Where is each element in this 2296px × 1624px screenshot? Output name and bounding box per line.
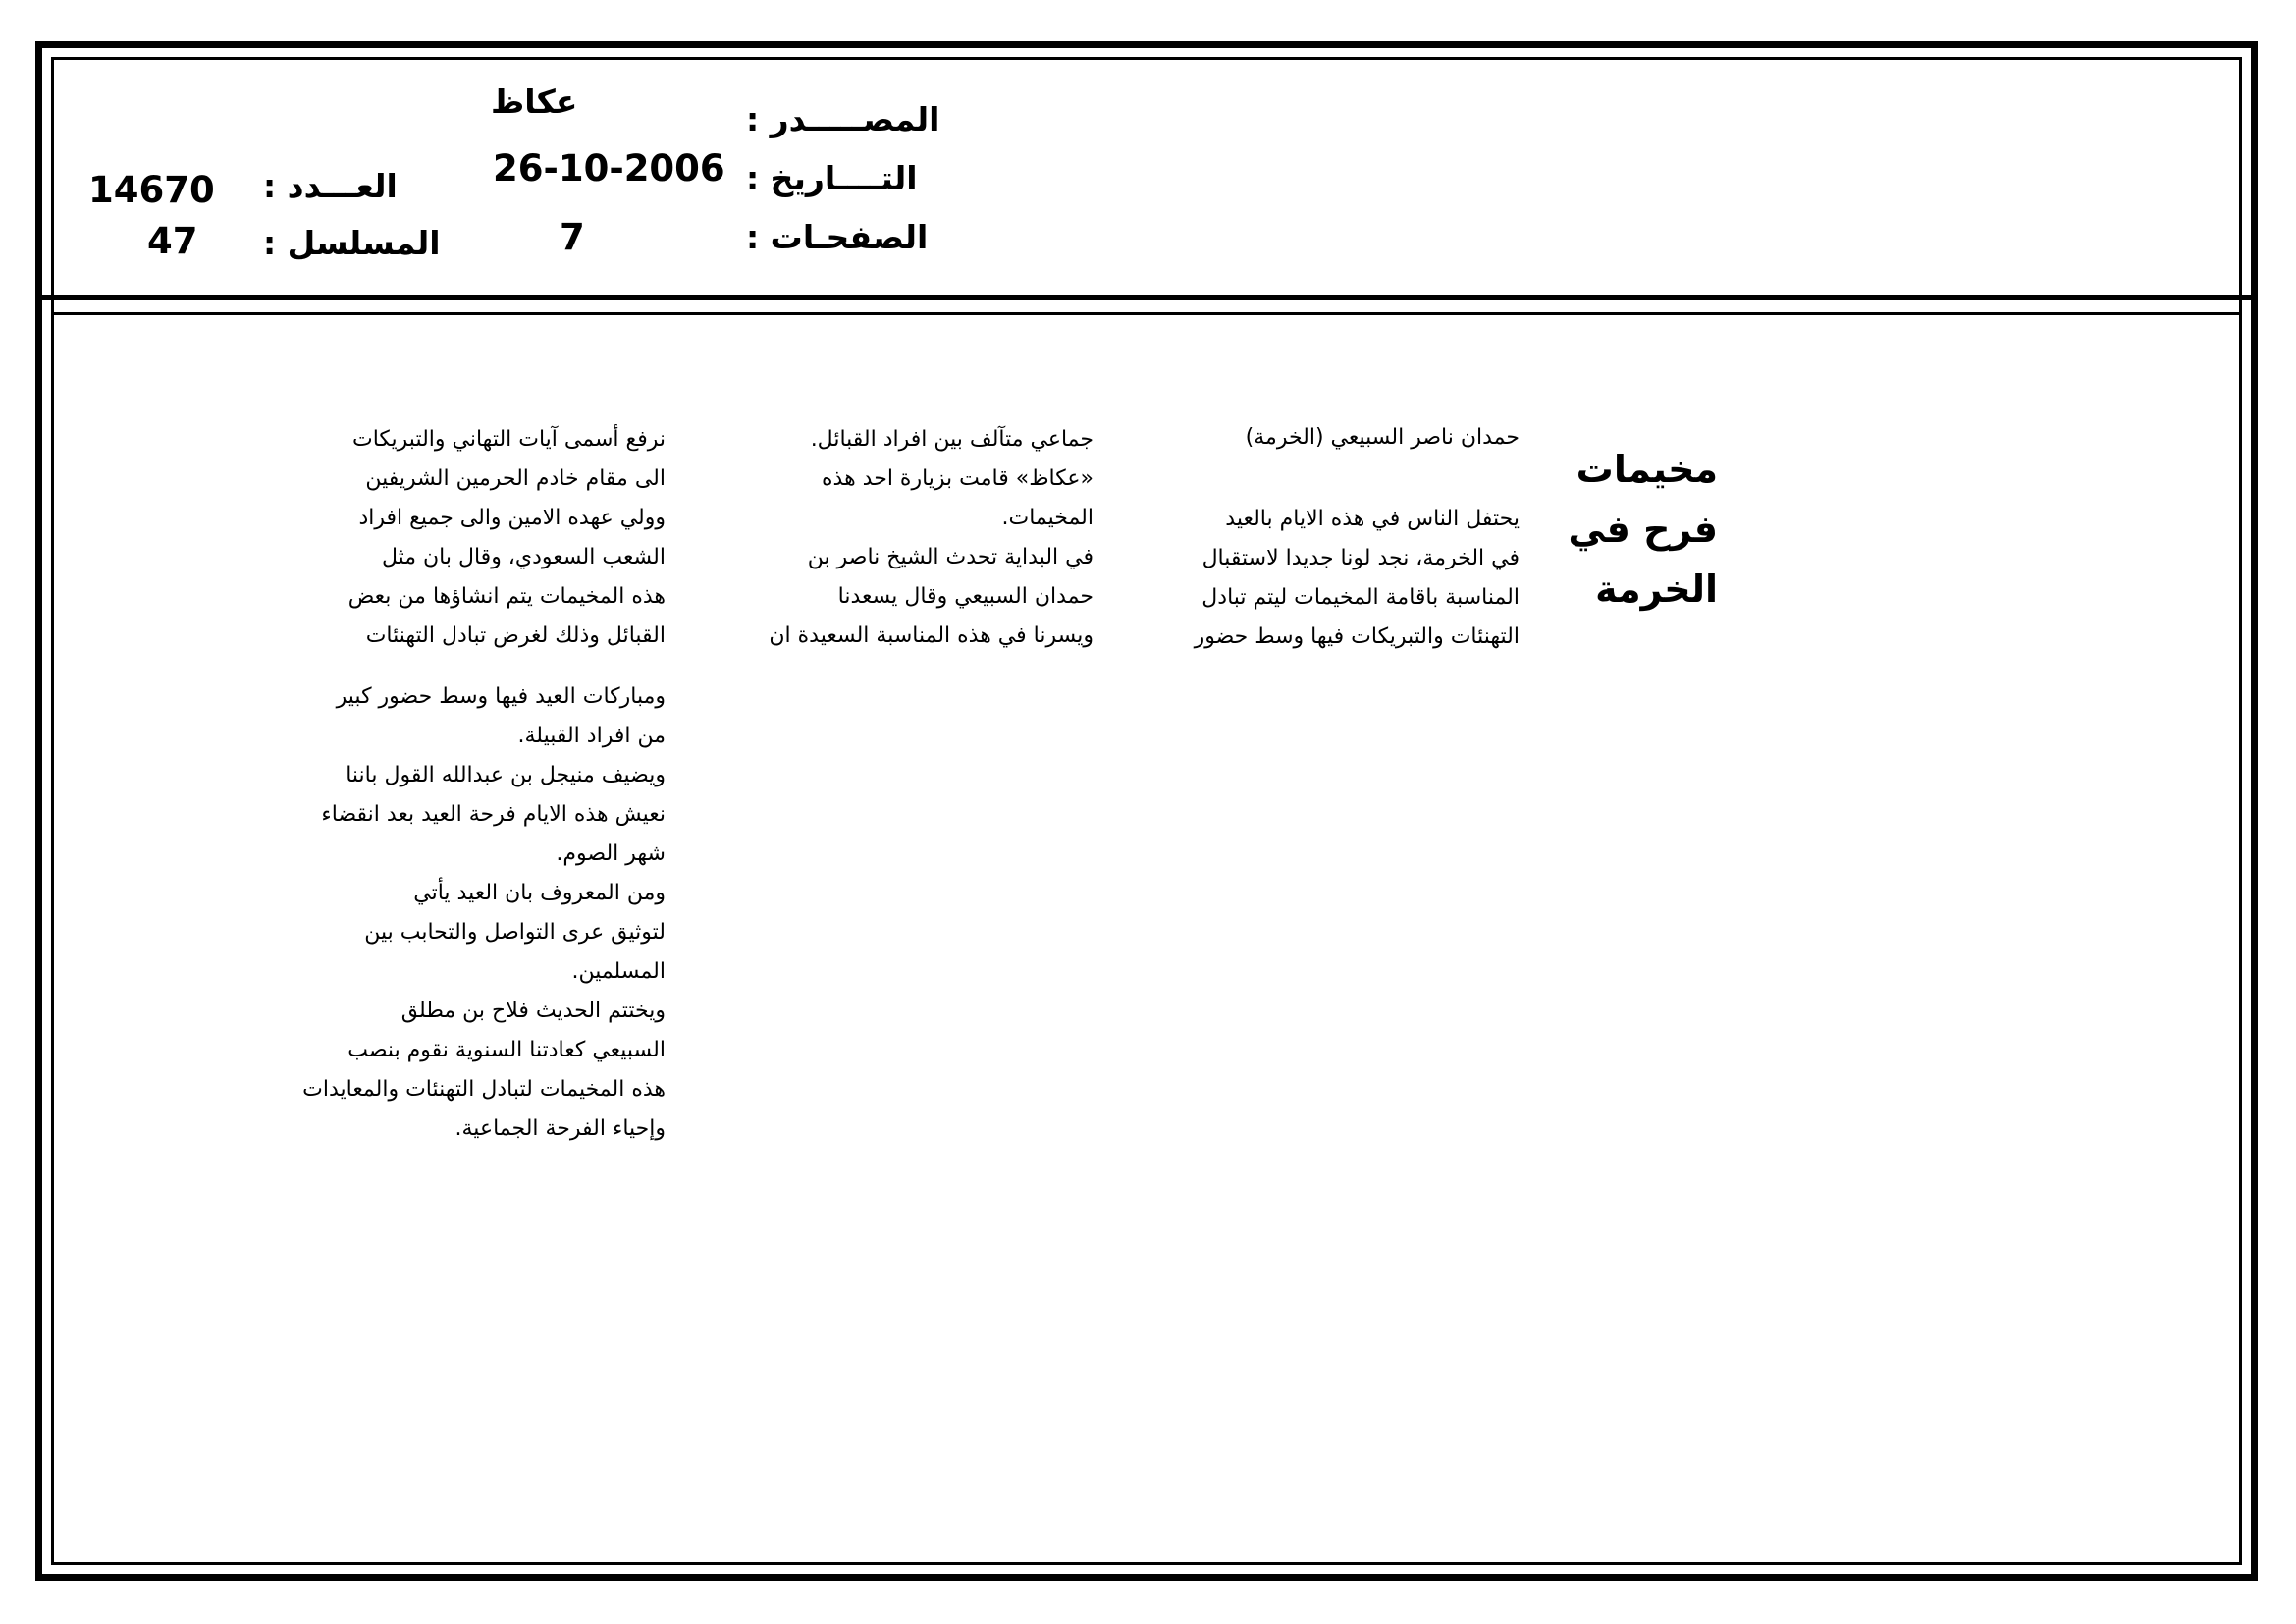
article-line: من افراد القبيلة. bbox=[517, 724, 666, 748]
article-line: شهر الصوم. bbox=[556, 841, 666, 866]
article-line: ومن المعروف بان العيد يأتي bbox=[413, 881, 666, 905]
article-line: المسلمين. bbox=[571, 959, 666, 984]
date-label: التــــاريخ : bbox=[746, 159, 918, 197]
article-column-3 bbox=[273, 420, 666, 1149]
article-line: المناسبة باقامة المخيمات ليتم تبادل bbox=[1201, 585, 1520, 610]
article-line: جماعي متآلف بين افراد القبائل. bbox=[810, 427, 1094, 452]
article-title bbox=[1561, 440, 1718, 620]
article-line: السبيعي كعادتنا السنوية نقوم بنصب bbox=[347, 1038, 666, 1062]
article-line: وولي عهده الامين والى جميع افراد bbox=[358, 506, 666, 530]
article-line: في البداية تحدث الشيخ ناصر بن bbox=[807, 545, 1094, 569]
article-title-line: مخيمات bbox=[1575, 448, 1718, 491]
article-byline: حمدان ناصر السبيعي (الخرمة) bbox=[1246, 418, 1520, 460]
article-line: لتوثيق عرى التواصل والتحابب بين bbox=[364, 920, 666, 945]
article-line: الى مقام خادم الحرمين الشريفين bbox=[365, 466, 666, 491]
source-label: المصـــــدر : bbox=[746, 100, 940, 138]
article-line: ويضيف منيجل بن عبدالله القول باننا bbox=[346, 763, 666, 787]
article-line: حمدان السبيعي وقال يسعدنا bbox=[837, 584, 1094, 609]
issue-label: العـــدد : bbox=[263, 167, 398, 205]
article-line: نعيش هذه الايام فرحة العيد بعد انقضاء bbox=[321, 802, 666, 827]
article-line: هذه المخيمات لتبادل التهنئات والمعايدات bbox=[302, 1077, 666, 1102]
article-line: نرفع أسمى آيات التهاني والتبريكات bbox=[351, 427, 666, 452]
article-line: التهنئات والتبريكات فيها وسط حضور bbox=[1194, 624, 1520, 649]
article-line: الشعب السعودي، وقال بان مثل bbox=[381, 545, 666, 569]
header-divider-thick bbox=[35, 295, 2258, 300]
article-line: في الخرمة، نجد لونا جديدا لاستقبال bbox=[1201, 546, 1520, 570]
article-line: يحتفل الناس في هذه الايام بالعيد bbox=[1225, 507, 1520, 531]
article-line: المخيمات. bbox=[1001, 506, 1094, 530]
article-line: وإحياء الفرحة الجماعية. bbox=[454, 1116, 666, 1141]
date-value: 26-10-2006 bbox=[493, 147, 725, 189]
article-line: القبائل وذلك لغرض تبادل التهنئات bbox=[365, 623, 666, 648]
article-column-1 bbox=[1129, 418, 1520, 657]
header-divider-thin bbox=[51, 312, 2242, 315]
article-line: ويختتم الحديث فلاح بن مطلق bbox=[400, 999, 666, 1023]
article-line: ويسرنا في هذه المناسبة السعيدة ان bbox=[769, 623, 1094, 648]
pages-value: 7 bbox=[560, 216, 585, 258]
article-title-line: الخرمة bbox=[1595, 568, 1718, 611]
article-line: هذه المخيمات يتم انشاؤها من بعض bbox=[347, 584, 666, 609]
article-line: ومباركات العيد فيها وسط حضور كبير bbox=[336, 684, 666, 709]
article-column-2 bbox=[703, 420, 1094, 656]
article-title-line: فرح في bbox=[1568, 508, 1718, 551]
pages-label: الصفحـات : bbox=[746, 218, 929, 256]
source-value: عكاظ bbox=[491, 82, 578, 121]
serial-value: 47 bbox=[147, 220, 198, 262]
serial-label: المسلسل : bbox=[263, 224, 441, 262]
issue-value: 14670 bbox=[88, 169, 215, 211]
article-line: «عكاظ» قامت بزيارة احد هذه bbox=[822, 466, 1094, 491]
